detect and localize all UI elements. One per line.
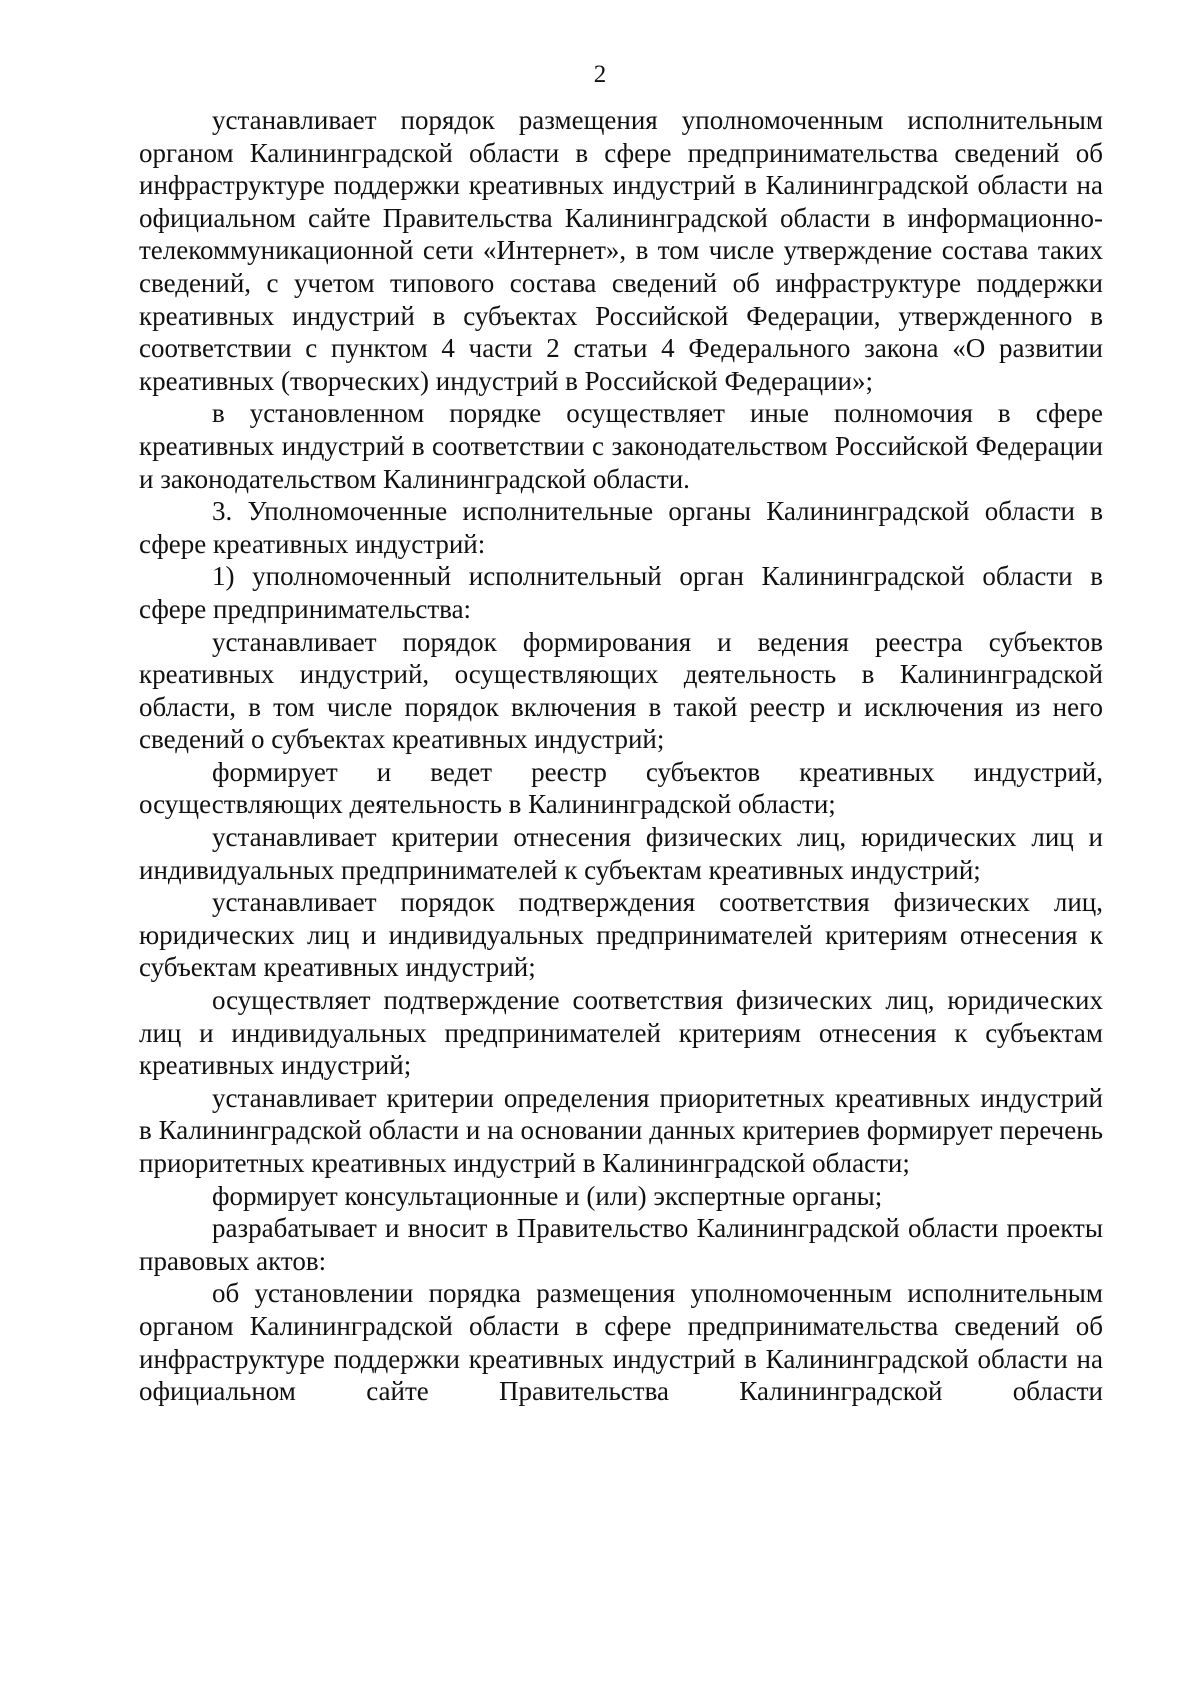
paragraph: 3. Уполномоченные исполнительные органы Калининградской области в сфере креативных индустрий:	[139, 496, 1103, 559]
paragraph: в установленном порядке осуществляет иные полномочия в сфере креативных индустрий в соответствии с законодательством Российской Федерации и законодательством Калининградской области.	[139, 398, 1103, 494]
document-body	[139, 104, 1103, 1408]
paragraph: 1) уполномоченный исполнительный орган Калининградской области в сфере предпринимательства:	[139, 561, 1103, 624]
page-number: 2	[593, 61, 607, 88]
paragraph: устанавливает порядок подтверждения соответствия физических лиц, юридических лиц и индивидуальных предпринимателей критериям отнесения к субъектам креативных индустрий;	[139, 887, 1103, 983]
paragraph: об установлении порядка размещения уполномоченным исполнительным органом Калининградской области в сфере предпринимательства сведений об инфраструктуре поддержки креативных индустрий в Калининградской области на официальном сайте Правительства Калининградской области	[139, 1278, 1103, 1407]
paragraph: формирует консультационные и (или) экспертные органы;	[212, 1180, 883, 1211]
paragraph: формирует и ведет реестр субъектов креативных индустрий, осуществляющих деятельность в Калининградской области;	[139, 756, 1103, 820]
paragraph: устанавливает критерии определения приоритетных креативных индустрий в Калининградской области и на основании данных критериев формирует перечень приоритетных креативных индустрий в Калининградской области;	[139, 1082, 1103, 1178]
paragraph: разрабатывает и вносит в Правительство Калининградской области проекты правовых актов:	[139, 1213, 1103, 1276]
paragraph: устанавливает порядок формирования и ведения реестра субъектов креативных индустрий, осуществляющих деятельность в Калининградской области, в том числе порядок включения в такой реестр и исключения из него сведений о субъектах креативных индустрий;	[139, 626, 1103, 755]
paragraph: устанавливает критерии отнесения физических лиц, юридических лиц и индивидуальных предпринимателей к субъектам креативных индустрий;	[139, 822, 1103, 885]
paragraph: осуществляет подтверждение соответствия физических лиц, юридических лиц и индивидуальных предпринимателей критериям отнесения к субъектам креативных индустрий;	[139, 985, 1103, 1081]
paragraph: устанавливает порядок размещения уполномоченным исполнительным органом Калининградской области в сфере предпринимательства сведений об инфраструктуре поддержки креативных индустрий в Калининградской области на официальном сайте Правительства Калининградской области в информационно-телекоммуникационной сети «Интернет», в том числе утверждение состава таких сведений, с учетом типового состава сведений об инфраструктуре поддержки креативных индустрий в субъектах Российской Федерации, утвержденного в соответствии с пунктом 4 части 2 статьи 4 Федерального закона «О развитии креативных (творческих) индустрий в Российской Федерации»;	[139, 105, 1103, 396]
